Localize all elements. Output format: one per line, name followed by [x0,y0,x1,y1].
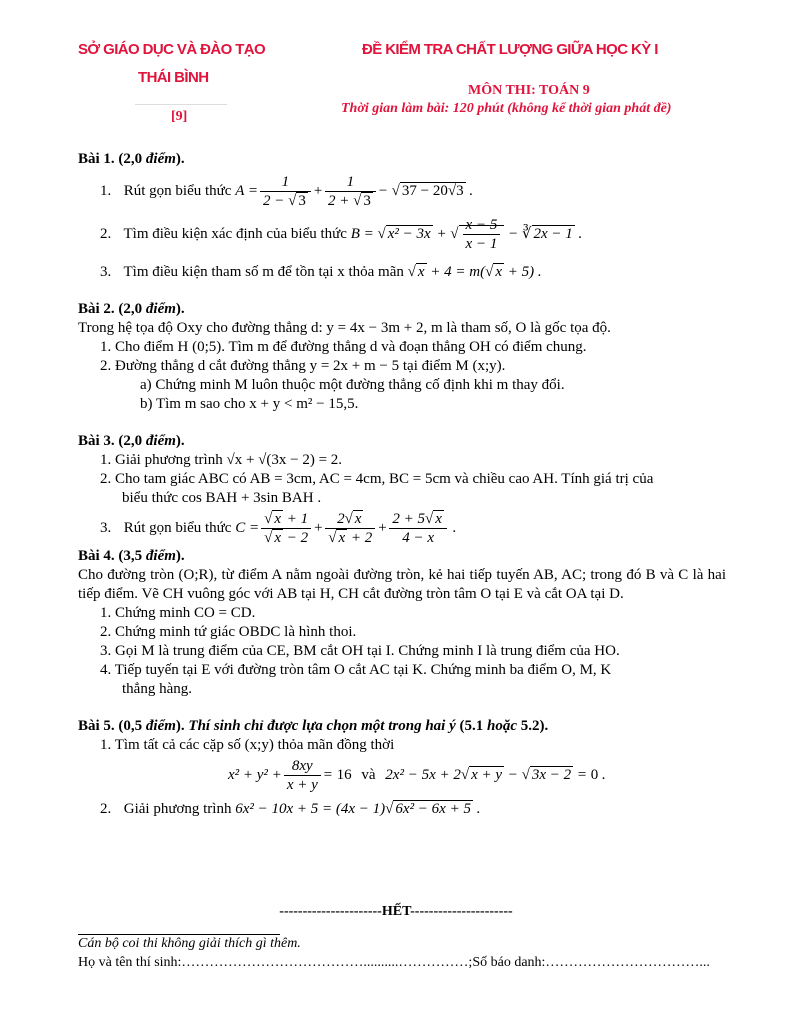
bai4-q4: 4. Tiếp tuyến tại E với đường tròn tâm O cắt AC tại K. Chứng minh ba điểm O, M, K [100,662,612,678]
bai5-q1: 1. Tìm tất cả các cặp số (x;y) thỏa mãn đồng thời [100,737,395,753]
exam-title: ĐỀ KIỂM TRA CHẤT LƯỢNG GIỮA HỌC KỲ I [362,41,658,58]
bai1-q1-formula: A = $\frac{1}{2 - √ 3}$ + $\frac{1}{2 + √ 3}$ − √ 37 − 20√3 . [235,174,474,209]
exam-code: [9] [171,109,188,124]
subject-line: MÔN THI: TOÁN 9 [468,83,590,98]
bai4-q4b: thẳng hàng. [122,681,192,697]
bai4-heading: Bài 4. (3,5 điểm). [78,548,185,564]
bai2-heading: Bài 2. (2,0 điểm). [78,301,185,317]
bai1-heading: Bài 1. (2,0 điểm). [78,151,185,167]
bai2-qb: b) Tìm m sao cho x + y < m² − 15,5. [140,396,359,412]
bai3-q2: 2. Cho tam giác ABC có AB = 3cm, AC = 4cm, BC = 5cm và chiều cao AH. Tính giá trị của [100,471,654,487]
bai1-q2: 2. Tìm điều kiện xác định của biểu thức B = √ x² − 3x + √ $\frac{x - 5}{x - 1}$ − ∛ 2x − 1 . [100,217,583,252]
candidate-info-line: Họ và tên thí sinh:…………………………………..........……………;Số báo danh:……………………………... [78,955,710,970]
end-marker: ----------------------HẾT---------------------- [279,904,513,919]
bai1-q3-formula: √ x + 4 = m(√ x + 5) . [407,264,542,280]
bai2-q1: 1. Cho điểm H (0;5). Tìm m để đường thẳng d và đoạn thẳng OH có điểm chung. [100,339,587,355]
bai3-q1: 1. Giải phương trình √x + √(3x − 2) = 2. [100,452,343,468]
bai3-q3-formula: C = $\frac{√ x + 1}{√ x - 2}$ + $\frac{2√ x}{√ x + 2}$ + $\frac{2 + 5√ x}{4 - x}$ . [235,511,457,546]
bai1-q1: 1. Rút gọn biểu thức A = $\frac{1}{2 - √ 3}$ + $\frac{1}{2 + √ 3}$ − √ 37 − 20√3 . [100,174,474,209]
header-divider [135,104,227,105]
bai2-qa: a) Chứng minh M luôn thuộc một đường thẳng cố định khi m thay đổi. [140,377,565,393]
bai4-q2: 2. Chứng minh tứ giác OBDC là hình thoi. [100,624,357,640]
bai1-q3: 3. Tìm điều kiện tham số m để tồn tại x thỏa mãn √ x + 4 = m(√ x + 5) . [100,264,542,280]
bai5-heading: Bài 5. (0,5 điểm). Thí sinh chỉ được lựa chọn một trong hai ý (5.1 hoặc 5.2). [78,718,549,734]
bai2-intro: Trong hệ tọa độ Oxy cho đường thẳng d: y = 4x − 3m + 2, m là tham số, O là gốc tọa độ. [78,320,611,336]
bai5-q1-system: x² + y² + $\frac{8xy}{x + y}$ = 16 và 2x² − 5x + 2√ x + y − √ 3x − 2 = 0 . [228,758,606,793]
bai1-q2-formula: B = √ x² − 3x + √ $\frac{x - 5}{x - 1}$ − ∛ 2x − 1 . [350,217,583,252]
bai2-q2: 2. Đường thẳng d cắt đường thẳng y = 2x + m − 5 tại điểm M (x;y). [100,358,506,374]
invigilator-note: Cán bộ coi thi không giải thích gì thêm. [78,936,301,951]
bai3-q2b: biểu thức cos BAH + 3sin BAH . [122,490,322,506]
bai4-q3: 3. Gọi M là trung điểm của CE, BM cắt OH tại I. Chứng minh I là trung điểm của HO. [100,643,620,659]
exam-body [78,150,726,819]
footer-rule [78,934,280,935]
bai4-q1: 1. Chứng minh CO = CD. [100,605,256,621]
bai3-heading: Bài 3. (2,0 điểm). [78,433,185,449]
province-name: THÁI BÌNH [138,69,209,86]
department-name: SỞ GIÁO DỤC VÀ ĐÀO TẠO [78,41,266,58]
bai4-intro: Cho đường tròn (O;R), từ điểm A nằm ngoài đường tròn, kẻ hai tiếp tuyến AB, AC; trong đó B và C là hai tiếp điểm. Vẽ CH vuông góc với AB tại H, CH cắt đường tròn tâm O tại E và cắt OA tại D. [78,567,726,602]
bai5-q2-formula: 6x² − 10x + 5 = (4x − 1)√ 6x² − 6x + 5 . [235,801,481,817]
bai3-q3: 3. Rút gọn biểu thức C = $\frac{√ x + 1}{√ x - 2}$ + $\frac{2√ x}{√ x + 2}$ + $\frac{2 + 5√ x}{4 - x}$ . [100,511,457,546]
time-line: Thời gian làm bài: 120 phút (không kể thời gian phát đề) [341,101,672,116]
bai5-q2: 2. Giải phương trình 6x² − 10x + 5 = (4x − 1)√ 6x² − 6x + 5 . [100,801,481,817]
